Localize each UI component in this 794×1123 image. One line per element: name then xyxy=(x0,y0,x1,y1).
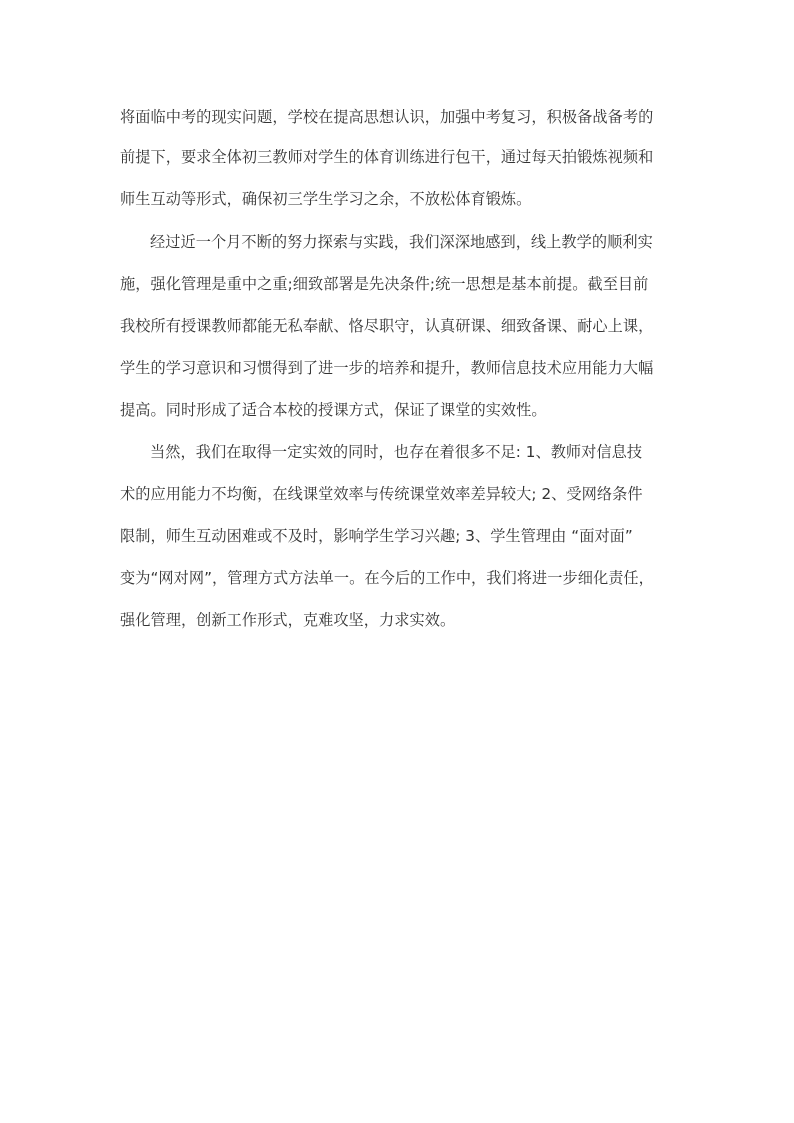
paragraph-1-line-1: 将面临中考的现实问题，学校在提高思想认识，加强中考复习，积极备战备考的 xyxy=(120,108,654,126)
paragraph-2-line-5: 提高。同时形成了适合本校的授课方式，保证了课堂的实效性。 xyxy=(120,401,547,419)
paragraph-2-line-4: 学生的学习意识和习惯得到了进一步的培养和提升，教师信息技术应用能力大幅 xyxy=(120,359,654,377)
paragraph-3-line-4: 变为“网对网”，管理方式方法单一。在今后的工作中，我们将进一步细化责任， xyxy=(120,569,654,587)
paragraph-3-line-5: 强化管理，创新工作形式，克难攻坚，力求实效。 xyxy=(120,611,456,629)
paragraph-3-line-1: 当然，我们在取得一定实效的同时，也存在着很多不足: 1、教师对信息技 xyxy=(150,443,643,461)
paragraph-1-line-3: 师生互动等形式，确保初三学生学习之余，不放松体育锻炼。 xyxy=(120,190,532,208)
paragraph-2-line-2: 施，强化管理是重中之重;细致部署是先决条件;统一思想是基本前提。截至目前 xyxy=(120,275,649,293)
paragraph-3-line-3: 限制，师生互动困难或不及时，影响学生学习兴趣; 3、学生管理由 “面对面” xyxy=(120,527,633,545)
paragraph-1-line-2: 前提下，要求全体初三教师对学生的体育训练进行包干，通过每天拍锻炼视频和 xyxy=(120,148,654,166)
paragraph-3-line-2: 术的应用能力不均衡，在线课堂效率与传统课堂效率差异较大; 2、受网络条件 xyxy=(120,485,643,503)
paragraph-2-line-3: 我校所有授课教师都能无私奉献、恪尽职守，认真研课、细致备课、耐心上课， xyxy=(120,317,654,335)
paragraph-2-line-1: 经过近一个月不断的努力探索与实践，我们深深地感到，线上教学的顺利实 xyxy=(150,233,653,251)
